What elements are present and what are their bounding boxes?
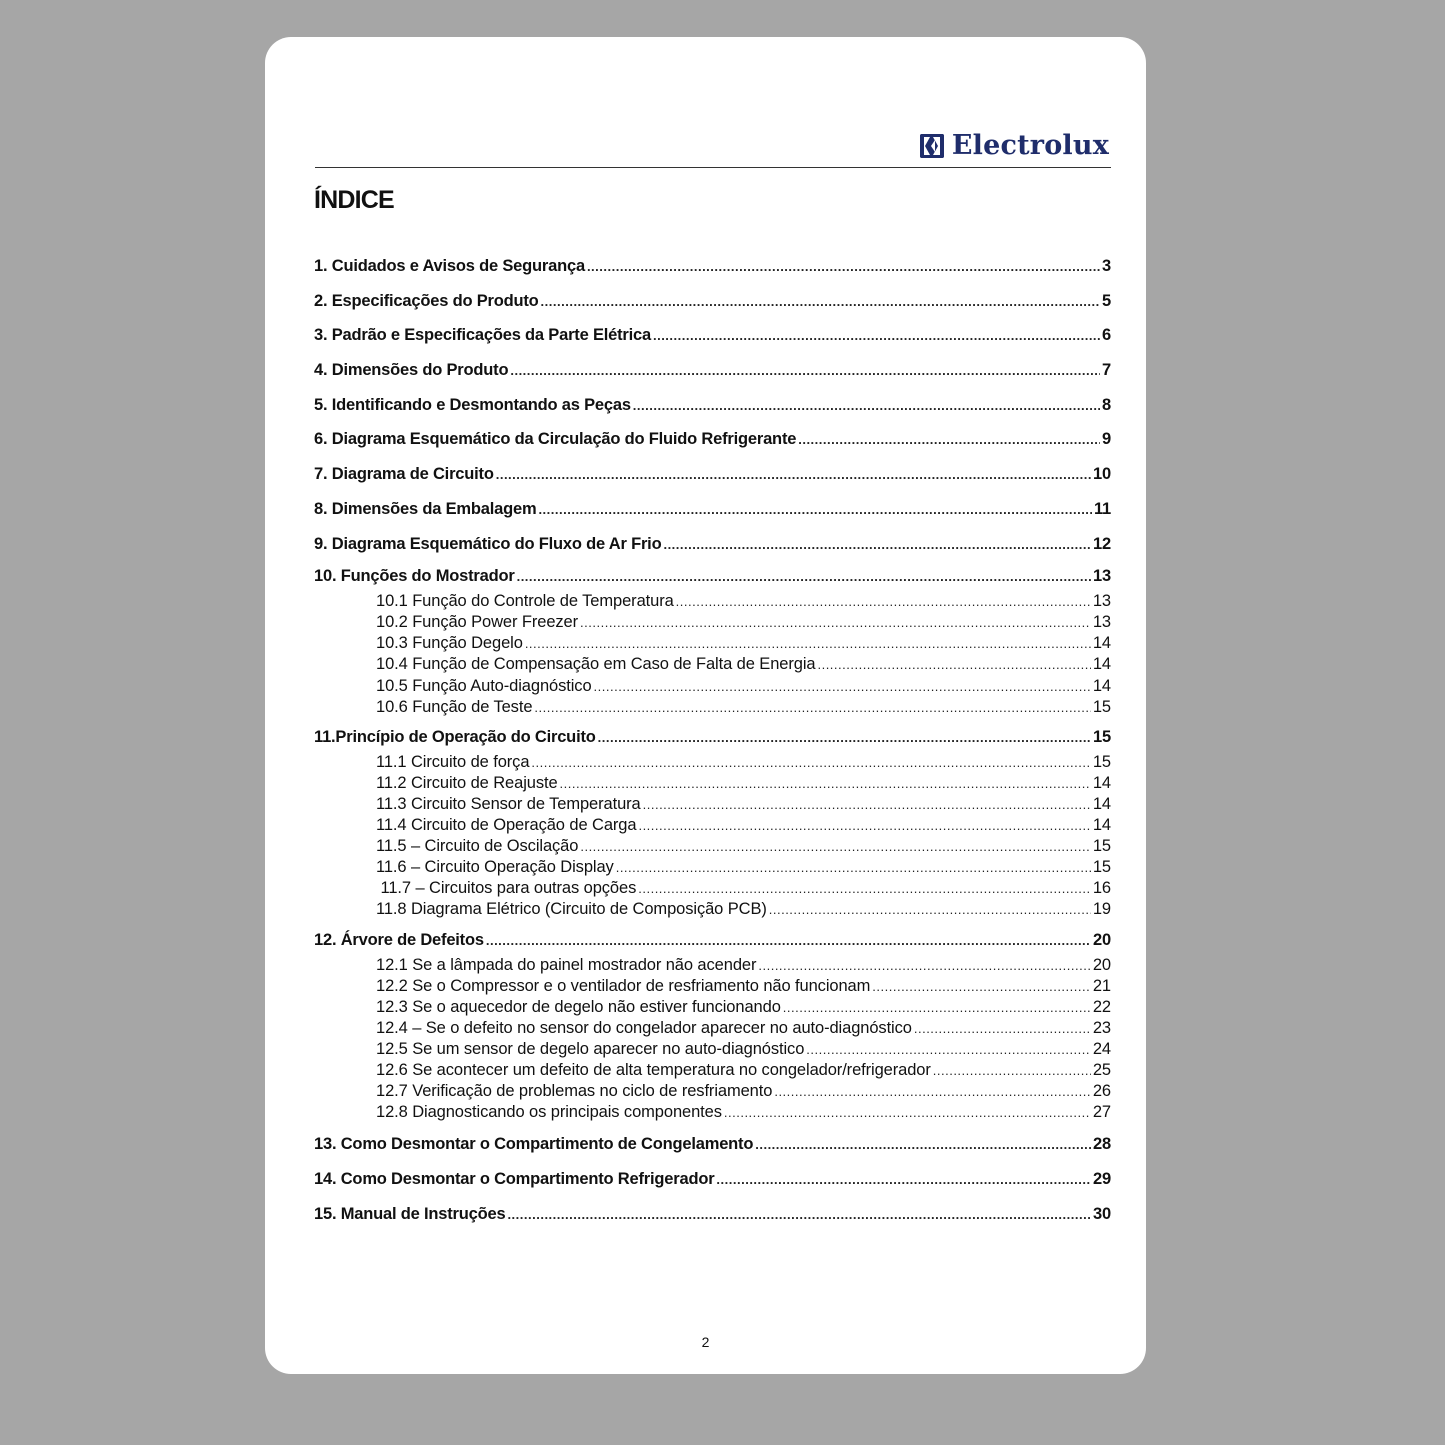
dot-leader [538,493,1092,527]
dot-leader [525,633,1091,654]
toc-subentry-12-8[interactable] [314,1102,1111,1123]
toc-entry-label: 15. Manual de Instruções [314,1204,506,1223]
toc-subentry-11-7[interactable] [314,878,1111,899]
toc-entry-page: 15 [1093,727,1111,746]
dot-leader [633,389,1100,423]
toc-entry-label: 12.1 Se a lâmpada do painel mostrador não acender [376,955,757,974]
toc-entry-label: 12.7 Verificação de problemas no ciclo de resfriamento [376,1082,773,1101]
dot-leader [676,591,1091,612]
toc-entry-label: 10.4 Função de Compensação em Caso de Falta de Energia [376,655,816,674]
toc-subentry-11-2[interactable] [314,773,1111,794]
toc-entry-6[interactable] [314,422,1111,457]
dot-leader [755,1128,1091,1162]
toc-entry-page: 8 [1102,395,1111,414]
toc-entry-label: 12.8 Diagnosticando os principais componentes [376,1103,722,1122]
toc-entry-page: 19 [1092,900,1111,919]
dot-leader [653,319,1100,353]
toc-entry-page: 26 [1092,1082,1111,1101]
toc-entry-page: 14 [1092,655,1111,674]
toc-entry-7[interactable] [314,457,1111,492]
dot-leader [638,878,1091,899]
toc-entry-label: 11.3 Circuito Sensor de Temperatura [376,794,641,813]
dot-leader [933,1060,1091,1081]
toc-subentry-11-1[interactable] [314,752,1111,773]
toc-entry-page: 5 [1102,291,1111,310]
toc-entry-label: 13. Como Desmontar o Compartimento de Congelamento [314,1135,754,1154]
toc-entry-page: 13 [1092,592,1111,611]
dot-leader [580,836,1091,857]
toc-entry-page: 9 [1102,430,1111,449]
toc-entry-label: 9. Diagrama Esquemático do Fluxo de Ar Frio [314,534,662,553]
toc-entry-label: 12. Árvore de Defeitos [314,930,484,949]
dot-leader [638,815,1090,836]
toc-entry-page: 13 [1093,567,1111,586]
toc-entry-page: 20 [1093,930,1111,949]
toc-entry-page: 3 [1102,257,1111,275]
toc-entry-page: 6 [1102,326,1111,345]
toc-entry-3[interactable] [314,318,1111,353]
toc-entry-label: 10.2 Função Power Freezer [376,613,579,632]
toc-entry-page: 14 [1092,816,1111,835]
toc-entry-page: 28 [1093,1135,1111,1154]
toc-entry-2[interactable] [314,284,1111,319]
toc-entry-page: 23 [1092,1018,1111,1037]
toc-entry-8[interactable] [314,492,1111,527]
toc-entry-label: 12.6 Se acontecer um defeito de alta temperatura no congelador/refrigerador [376,1060,931,1079]
dot-leader [914,1018,1091,1039]
toc-entry-13[interactable] [314,1127,1111,1162]
toc-entry-1[interactable] [314,249,1111,284]
dot-leader [769,899,1091,920]
toc-entry-5[interactable] [314,388,1111,423]
toc-entry-label: 14. Como Desmontar o Compartimento Refrigerador [314,1169,715,1188]
toc-entry-page: 14 [1092,794,1111,813]
dot-leader [507,1198,1091,1232]
toc-entry-page: 27 [1092,1103,1111,1122]
brand-name: Electrolux [951,130,1109,161]
toc-entry-page: 20 [1092,955,1111,974]
page-title: ÍNDICE [314,186,394,214]
dot-leader [616,857,1091,878]
dot-leader [724,1102,1091,1123]
toc-entry-label: 11.Princípio de Operação do Circuito [314,727,596,746]
dot-leader [806,1039,1091,1060]
toc-entry-label: 12.2 Se o Compressor e o ventilador de resfriamento não funcionam [376,976,871,995]
toc-entry-label: 10.5 Função Auto-diagnóstico [376,676,592,695]
toc-entry-label: 1. Cuidados e Avisos de Segurança [314,257,585,275]
toc-entry-page: 25 [1092,1060,1111,1079]
dot-leader [774,1081,1091,1102]
toc-entry-page: 14 [1092,634,1111,653]
electrolux-logo-icon [920,134,944,158]
toc-entry-label: 11.4 Circuito de Operação de Carga [376,816,637,835]
dot-leader [517,562,1091,591]
toc-entry-label: 10. Funções do Mostrador [314,567,515,586]
toc-entry-page: 21 [1092,976,1111,995]
toc-entry-page: 24 [1092,1039,1111,1058]
page-number: 2 [701,1334,710,1350]
toc-entry-label: 8. Dimensões da Embalagem [314,499,537,518]
dot-leader [531,752,1090,773]
toc-entry-page: 13 [1092,613,1111,632]
toc-entry-14[interactable] [314,1162,1111,1197]
toc-entry-label: 11.5 – Circuito de Oscilação [376,837,579,856]
toc-subentry-10-4[interactable] [314,654,1111,675]
dot-leader [560,773,1091,794]
toc-entry-label: 12.5 Se um sensor de degelo aparecer no auto-diagnóstico [376,1039,805,1058]
toc-entry-page: 15 [1092,752,1111,771]
toc-subentry-12-2[interactable] [314,976,1111,997]
dot-leader [783,997,1091,1018]
toc-entry-label: 11.1 Circuito de força [376,752,530,771]
dot-leader [663,528,1091,562]
document-page [265,37,1146,1374]
dot-leader [496,458,1091,492]
toc-subentry-12-4[interactable] [314,1018,1111,1039]
dot-leader [716,1163,1091,1197]
table-of-contents [314,249,1111,1231]
dot-leader [541,285,1100,319]
dot-leader [534,697,1090,718]
toc-entry-page: 15 [1092,858,1111,877]
dot-leader [486,926,1091,955]
toc-subentry-12-7[interactable] [314,1081,1111,1102]
dot-leader [510,354,1100,388]
toc-subentry-12-3[interactable] [314,997,1111,1018]
toc-entry-page: 14 [1092,676,1111,695]
dot-leader [798,423,1100,457]
toc-entry-page: 16 [1092,879,1111,898]
toc-entry-label: 11.2 Circuito de Reajuste [376,773,558,792]
toc-subentry-12-1[interactable] [314,955,1111,976]
toc-subentry-11-4[interactable] [314,815,1111,836]
toc-subentry-11-8[interactable] [314,899,1111,920]
toc-entry-label: 3. Padrão e Especificações da Parte Elétrica [314,326,651,345]
toc-entry-label: 10.1 Função do Controle de Temperatura [376,592,674,611]
toc-subentry-10-3[interactable] [314,633,1111,654]
toc-subentry-11-3[interactable] [314,794,1111,815]
toc-entry-label: 5. Identificando e Desmontando as Peças [314,395,631,414]
toc-entry-page: 30 [1093,1204,1111,1223]
toc-entry-12[interactable] [314,925,1111,955]
toc-entry-label: 11.7 – Circuitos para outras opções [376,879,637,898]
toc-entry-page: 29 [1093,1169,1111,1188]
dot-leader [872,976,1091,997]
toc-entry-page: 15 [1092,697,1111,716]
toc-entry-label: 7. Diagrama de Circuito [314,465,494,484]
dot-leader [817,654,1090,675]
toc-entry-11[interactable] [314,722,1111,752]
toc-subentry-11-5[interactable] [314,836,1111,857]
toc-entry-label: 10.3 Função Degelo [376,634,523,653]
toc-subentry-12-5[interactable] [314,1039,1111,1060]
dot-leader [580,612,1091,633]
toc-entry-10[interactable] [314,561,1111,591]
toc-entry-label: 4. Dimensões do Produto [314,361,509,380]
toc-entry-4[interactable] [314,353,1111,388]
brand-logo [920,132,1109,159]
toc-subentry-10-1[interactable] [314,591,1111,612]
toc-entry-page: 7 [1102,361,1111,380]
toc-entry-label: 11.6 – Circuito Operação Display [376,858,614,877]
toc-entry-label: 6. Diagrama Esquemático da Circulação do Fluido Refrigerante [314,430,797,449]
dot-leader [594,676,1091,697]
dot-leader [587,250,1100,284]
toc-subentry-12-6[interactable] [314,1060,1111,1081]
toc-entry-page: 12 [1093,534,1111,553]
toc-subentry-10-6[interactable] [314,697,1111,718]
toc-entry-label: 12.4 – Se o defeito no sensor do congelador aparecer no auto-diagnóstico [376,1018,912,1037]
page-header [315,129,1111,168]
dot-leader [643,794,1091,815]
toc-subentry-11-6[interactable] [314,857,1111,878]
toc-entry-page: 15 [1092,837,1111,856]
toc-entry-label: 2. Especificações do Produto [314,291,539,310]
toc-entry-page: 11 [1093,499,1111,518]
toc-entry-page: 14 [1092,773,1111,792]
toc-entry-label: 12.3 Se o aquecedor de degelo não estiver funcionando [376,997,781,1016]
toc-entry-page: 22 [1092,997,1111,1016]
toc-subentry-10-2[interactable] [314,612,1111,633]
toc-entry-9[interactable] [314,527,1111,562]
toc-entry-label: 11.8 Diagrama Elétrico (Circuito de Composição PCB) [376,900,767,919]
toc-entry-15[interactable] [314,1197,1111,1232]
dot-leader [758,955,1090,976]
toc-subentry-10-5[interactable] [314,676,1111,697]
toc-entry-page: 10 [1093,465,1111,484]
toc-entry-label: 10.6 Função de Teste [376,697,533,716]
dot-leader [598,723,1091,752]
